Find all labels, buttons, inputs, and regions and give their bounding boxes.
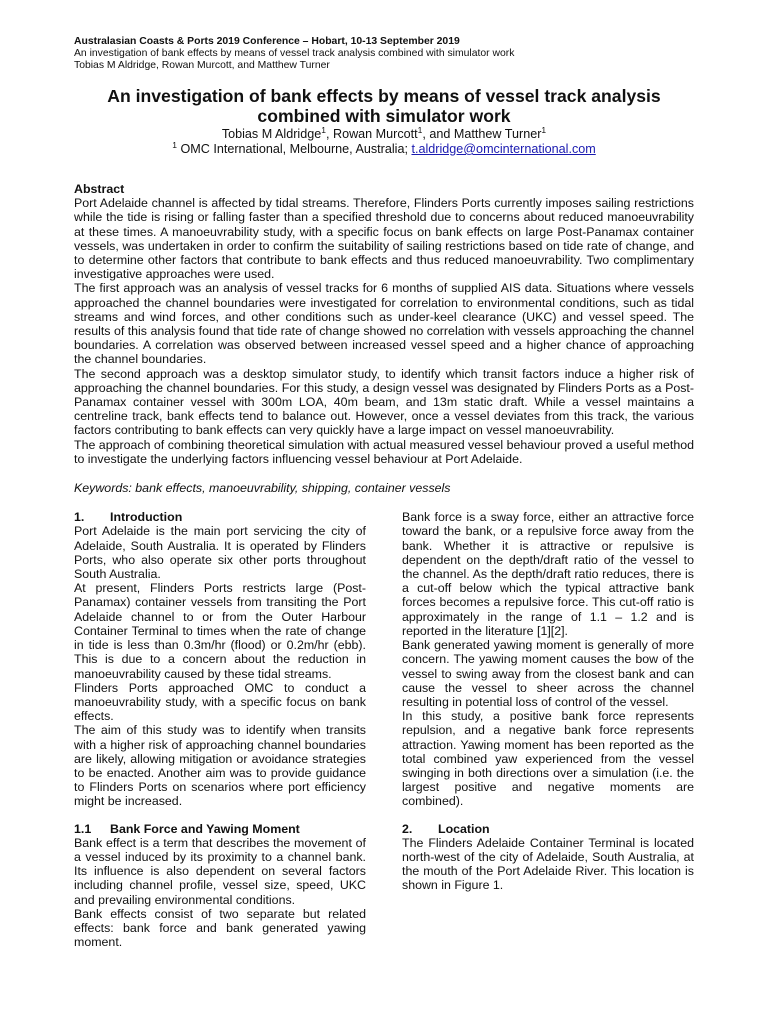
- body-paragraph: Bank generated yawing moment is generally of more concern. The yawing moment causes the bow of the vessel to swing away from the closest bank and can cause the vessel to sheer across the channel resulting in potential loss of control of the vessel.: [402, 638, 694, 709]
- title-line-1: An investigation of bank effects by means of vessel track analysis: [107, 86, 661, 106]
- affiliation-text: OMC International, Melbourne, Australia;: [180, 142, 412, 156]
- author-list: [74, 124, 694, 142]
- section-heading-introduction: [74, 510, 366, 524]
- section-number: 2.: [402, 821, 413, 836]
- affil-mark: 1: [541, 124, 547, 135]
- body-paragraph: Flinders Ports approached OMC to conduct a manoeuvrability study, with a specific focus on bank effects.: [74, 680, 366, 724]
- running-header: [74, 36, 694, 72]
- abstract-paragraph: The second approach was a desktop simulator study, to identify which transit factors induce a higher risk of approaching the channel boundaries. For this study, a design vessel was designated by Flinders Ports as a Post-Panamax container vessel with 300m LOA, 40m beam, and 13m static draft. While a vessel maintains a centreline track, bank effects tend to balance out. However, once a vessel deviates from this track, the various factors contributing to bank effects can very quickly have a large impact on vessel manoeuvrability.: [74, 366, 694, 438]
- affil-mark: 1: [321, 124, 326, 135]
- body-paragraph: Bank effect is a term that describes the movement of a vessel induced by its proximity to a channel bank. Its influence is also dependent on several factors including channel profile, vessel size, speed, UKC and prevailing environmental conditions.: [74, 835, 366, 907]
- author-aldridge: Tobias M Aldridge: [221, 127, 322, 141]
- running-title: An investigation of bank effects by means of vessel track analysis combined with simulator work: [74, 48, 515, 59]
- abstract-paragraph: The approach of combining theoretical simulation with actual measured vessel behaviour proved a useful method to investigate the underlying factors influencing vessel behaviour at Port Adelaide.: [74, 437, 694, 466]
- author-murcott: Rowan Murcott: [332, 127, 418, 141]
- body-paragraph: Port Adelaide is the main port servicing the city of Adelaide, South Australia. It is operated by Flinders Ports, who also operate six other ports throughout South Australia.: [74, 524, 366, 582]
- body-paragraph: Bank effects consist of two separate but related effects: bank force and bank generated yawing moment.: [74, 906, 366, 950]
- right-column: [402, 510, 694, 949]
- affil-mark: 1: [417, 124, 423, 135]
- affiliation: [74, 139, 694, 157]
- spacer: [402, 809, 694, 822]
- two-column-body: [74, 510, 694, 949]
- body-paragraph: The Flinders Adelaide Container Terminal is located north-west of the city of Adelaide, South Australia, at the mouth of the Port Adelaide River. This location is shown in Figure 1.: [402, 835, 694, 893]
- section-heading-location: [402, 822, 694, 836]
- section-title: Introduction: [110, 510, 183, 525]
- author-sep: ,: [325, 127, 333, 141]
- spacer: [74, 809, 366, 822]
- abstract-paragraph: Port Adelaide channel is affected by tidal streams. Therefore, Flinders Ports currently imposes sailing restrictions while the tide is rising or falling faster than a specified threshold due to concerns about reduced manoeuvrability at these times. A manoeuvrability study, with a specific focus on bank effects on large Post-Panamax container vessels, was undertaken in order to confirm the suitability of sailing restrictions based on tide rate of change, and to determine other factors that contribute to bank effects and thus reduced manoeuvrability. Two complimentary investigative approaches were used.: [74, 196, 694, 282]
- keywords: Keywords: bank effects, manoeuvrability, shipping, container vessels: [74, 481, 451, 496]
- author-turner: Matthew Turner: [453, 127, 542, 141]
- title-line-2: combined with simulator work: [257, 106, 511, 126]
- body-paragraph: Bank force is a sway force, either an attractive force toward the bank, or a repulsive force away from the bank. Whether it is attractive or repulsive is dependent on the depth/draft ratio of the vessel to the channel. As the depth/draft ratio reduces, there is a cut-off below which the typical attractive bank forces becomes a repulsive force. This cut-off ratio is approximately in the range of 1.1 – 1.2 and is reported in the literature [1][2].: [402, 510, 694, 638]
- section-number: 1.: [74, 510, 85, 525]
- conference-line: Australasian Coasts & Ports 2019 Conference – Hobart, 10-13 September 2019: [74, 36, 460, 47]
- section-number: 1.1: [74, 821, 92, 836]
- abstract-section: [74, 182, 694, 466]
- author-block: [74, 124, 694, 157]
- abstract-heading: Abstract: [74, 182, 125, 196]
- author-email-link[interactable]: t.aldridge@omcinternational.com: [411, 142, 596, 156]
- body-paragraph: At present, Flinders Ports restricts large (Post-Panamax) container vessels from transiting the Port Adelaide channel to or from the Outer Harbour Container Terminal to times when the rate of change in tide is less than 0.3m/hr (flood) or 0.2m/hr (ebb). This is due to a concern about the reduction in manoeuvrability caused by these tidal streams.: [74, 581, 366, 681]
- section-title: Location: [438, 821, 490, 836]
- section-title: Bank Force and Yawing Moment: [110, 821, 300, 836]
- paper-title: [74, 86, 694, 126]
- body-paragraph: The aim of this study was to identify when transits with a higher risk of approaching channel boundaries are likely, allowing mitigation or avoidance strategies to be enacted. Another aim was to provide guidance to Flinders Ports on scenarios where port efficiency might be increased.: [74, 723, 366, 809]
- running-authors: Tobias M Aldridge, Rowan Murcott, and Matthew Turner: [74, 60, 330, 71]
- body-paragraph: In this study, a positive bank force represents repulsion, and a negative bank force represents attraction. Yawing moment has been reported as the total combined yaw experienced from the vessel swinging in both directions over a simulation (i.e. the largest positive and negative moments are combined).: [402, 709, 694, 809]
- abstract-paragraph: The first approach was an analysis of vessel tracks for 6 months of supplied AIS data. Situations where vessels approached the channel boundaries were investigated for correlation to environmental conditions, such as tidal streams and wind forces, and other conditions such as under-keel clearance (UKC) and vessel speed. The results of this analysis found that tide rate of change showed no correlation with vessels approaching the channel boundaries. A correlation was observed between increased vessel speed and a higher chance of approaching the channel boundaries.: [74, 281, 694, 367]
- author-sep: , and: [422, 127, 454, 141]
- affil-mark: 1: [172, 139, 177, 150]
- section-heading-bank-force: [74, 822, 366, 836]
- left-column: [74, 510, 366, 949]
